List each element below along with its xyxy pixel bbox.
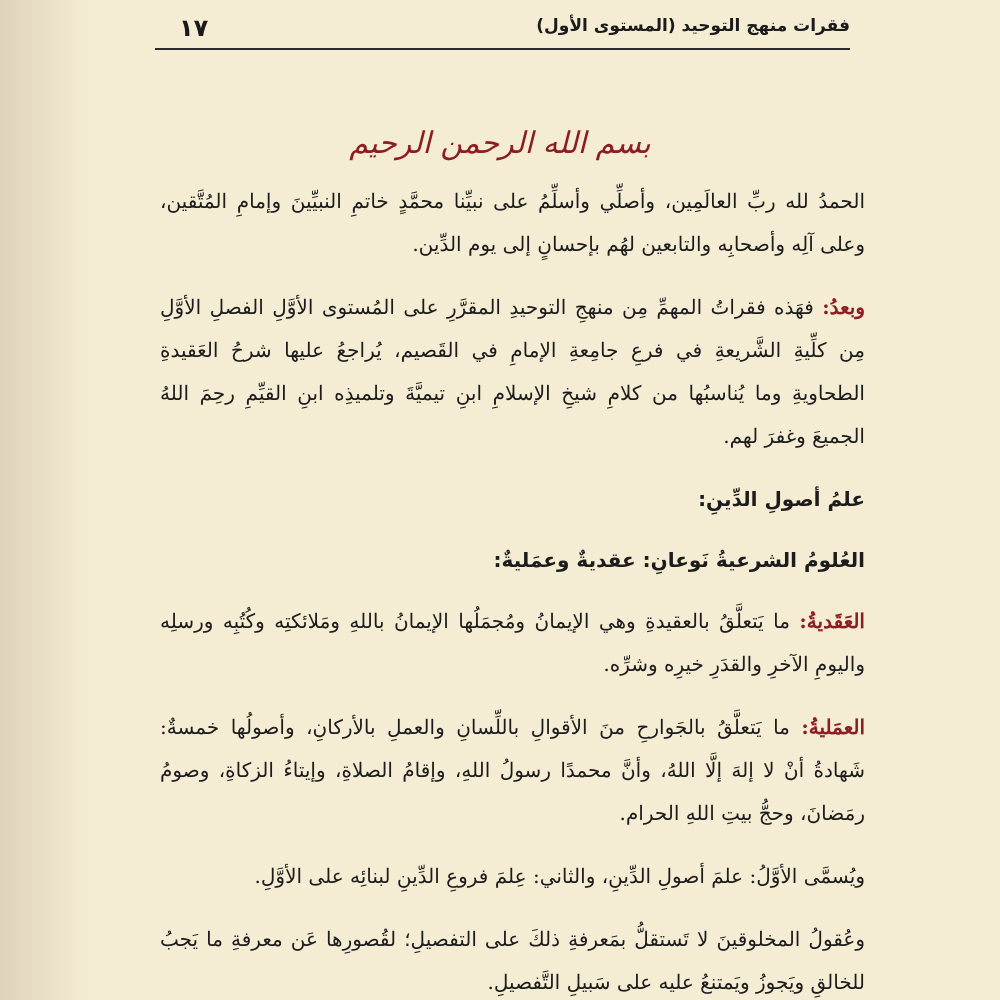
paragraph-aqadiyya-text: ما يَتعلَّقُ بالعقيدةِ وهي الإيمانُ ومُجمَلُها الإيمانُ باللهِ ومَلائكتِه وكُتُبِه ورسلِه واليومِ الآخرِ والقدَرِ خيرِه وشرِّه.	[160, 609, 865, 676]
paragraph-introduction-text: فهَذه فقراتُ المهمِّ مِن منهجِ التوحيدِ المقرَّرِ على المُستوى الأوَّلِ الفصلِ الأوَّلِ مِن كلِّيةِ الشَّريعةِ في فرعِ جامِعةِ الإمامِ في القَصيم، يُراجعُ عليها شرحُ العَقيدةِ الطحاويةِ وما يُناسبُها من كلامِ شيخِ الإسلامِ ابنِ تيميَّةَ وتلميذِه ابنِ القيِّمِ رحِمَ اللهُ الجميعَ وغفرَ لهم.	[160, 295, 865, 448]
paragraph-naming: ويُسمَّى الأوَّلُ: علمَ أصولِ الدِّينِ، والثاني: عِلمَ فروعِ الدِّينِ لبنائِه على الأوَّلِ.	[254, 864, 865, 888]
term-amaliyya: العمَليةُ:	[801, 715, 865, 739]
paragraph-introduction	[160, 286, 865, 458]
heading-sciences-types: العُلومُ الشرعيةُ نَوعانِ: عقديةٌ وعمَليةٌ:	[493, 548, 865, 572]
heading-usul-al-din: علمُ أصولِ الدِّينِ:	[698, 487, 865, 511]
term-wa-bad: وبعدُ:	[822, 295, 865, 319]
header-rule	[155, 48, 850, 50]
running-title: فقرات منهج التوحيد (المستوى الأول)	[536, 16, 850, 36]
basmala: بسم الله الرحمن الرحيم	[349, 126, 651, 161]
body-text	[160, 180, 865, 1000]
paragraph-amaliyya	[160, 706, 865, 835]
paragraph-opening: الحمدُ لله ربِّ العالَمِين، وأصلِّي وأسلِّمُ على نبيِّنا محمَّدٍ خاتمِ النبيِّينَ وإمامِ المُتَّقين، وعلى آلِه وأصحابِه والتابعين لهُم بإحسانٍ إلى يوم الدِّين.	[160, 189, 865, 256]
page-number: ١٧	[179, 14, 209, 42]
term-aqadiyya: العَقَديةُ:	[799, 609, 865, 633]
paragraph-aqadiyya	[160, 600, 865, 686]
page-header	[155, 12, 850, 46]
paragraph-intellects: وعُقولُ المخلوقينَ لا تَستقلُّ بمَعرفةِ ذلكَ على التفصيلِ؛ لقُصورِها عَن معرفةِ ما يَجبُ للخالقِ ويَجوزُ ويَمتنعُ عليه على سَبيلِ التَّفصيلِ.	[160, 927, 865, 994]
paragraph-amaliyya-text: ما يَتعلَّقُ بالجَوارحِ منَ الأقوالِ باللِّسانِ والعملِ بالأركانِ، وأصولُها خمسةٌ: شَهادةُ أنْ لا إلهَ إلَّا اللهُ، وأنَّ محمدًا رسولُ اللهِ، وإقامُ الصلاةِ، وإيتاءُ الزكاةِ، وصومُ رمَضانَ، وحجُّ بيتِ اللهِ الحرام.	[160, 715, 865, 825]
